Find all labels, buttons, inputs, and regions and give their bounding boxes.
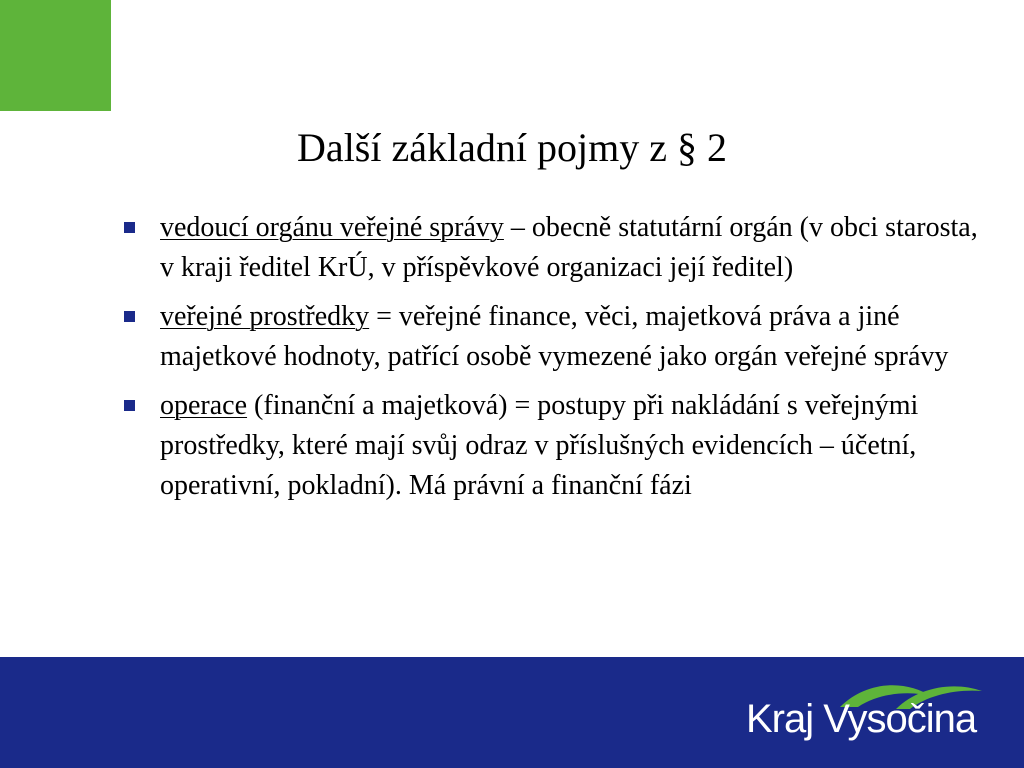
slide-title: Další základní pojmy z § 2 bbox=[297, 125, 727, 170]
square-bullet-icon bbox=[124, 222, 135, 233]
square-bullet-icon bbox=[124, 400, 135, 411]
bullet-text: (finanční a majetková) = postupy při nakládání s veřejnými prostředky, které mají svůj odraz v příslušných evidencích – účetní, operativní, pokladní). Má právní a finanční fázi bbox=[160, 390, 919, 501]
bullet-term: operace bbox=[160, 390, 248, 421]
list-item bbox=[122, 208, 990, 288]
footer-bar bbox=[0, 657, 1024, 768]
bullet-term: veřejné prostředky bbox=[160, 301, 370, 332]
square-bullet-icon bbox=[124, 311, 135, 322]
bullet-term: vedoucí orgánu veřejné správy bbox=[160, 212, 504, 243]
kraj-vysocina-logo bbox=[746, 677, 996, 755]
corner-accent-block bbox=[0, 0, 111, 111]
bullet-text: – obecně statutární orgán (v obci starosta, v kraji ředitel KrÚ, v příspěvkové organizaci její ředitel) bbox=[160, 212, 978, 283]
bullet-text: = veřejné finance, věci, majetková práva a jiné majetkové hodnoty, patřící osobě vymezené jako orgán veřejné správy bbox=[160, 301, 949, 372]
list-item bbox=[122, 386, 990, 506]
bullet-list bbox=[122, 208, 990, 515]
list-item bbox=[122, 297, 990, 377]
logo-text: Kraj Vysočina bbox=[746, 697, 977, 741]
